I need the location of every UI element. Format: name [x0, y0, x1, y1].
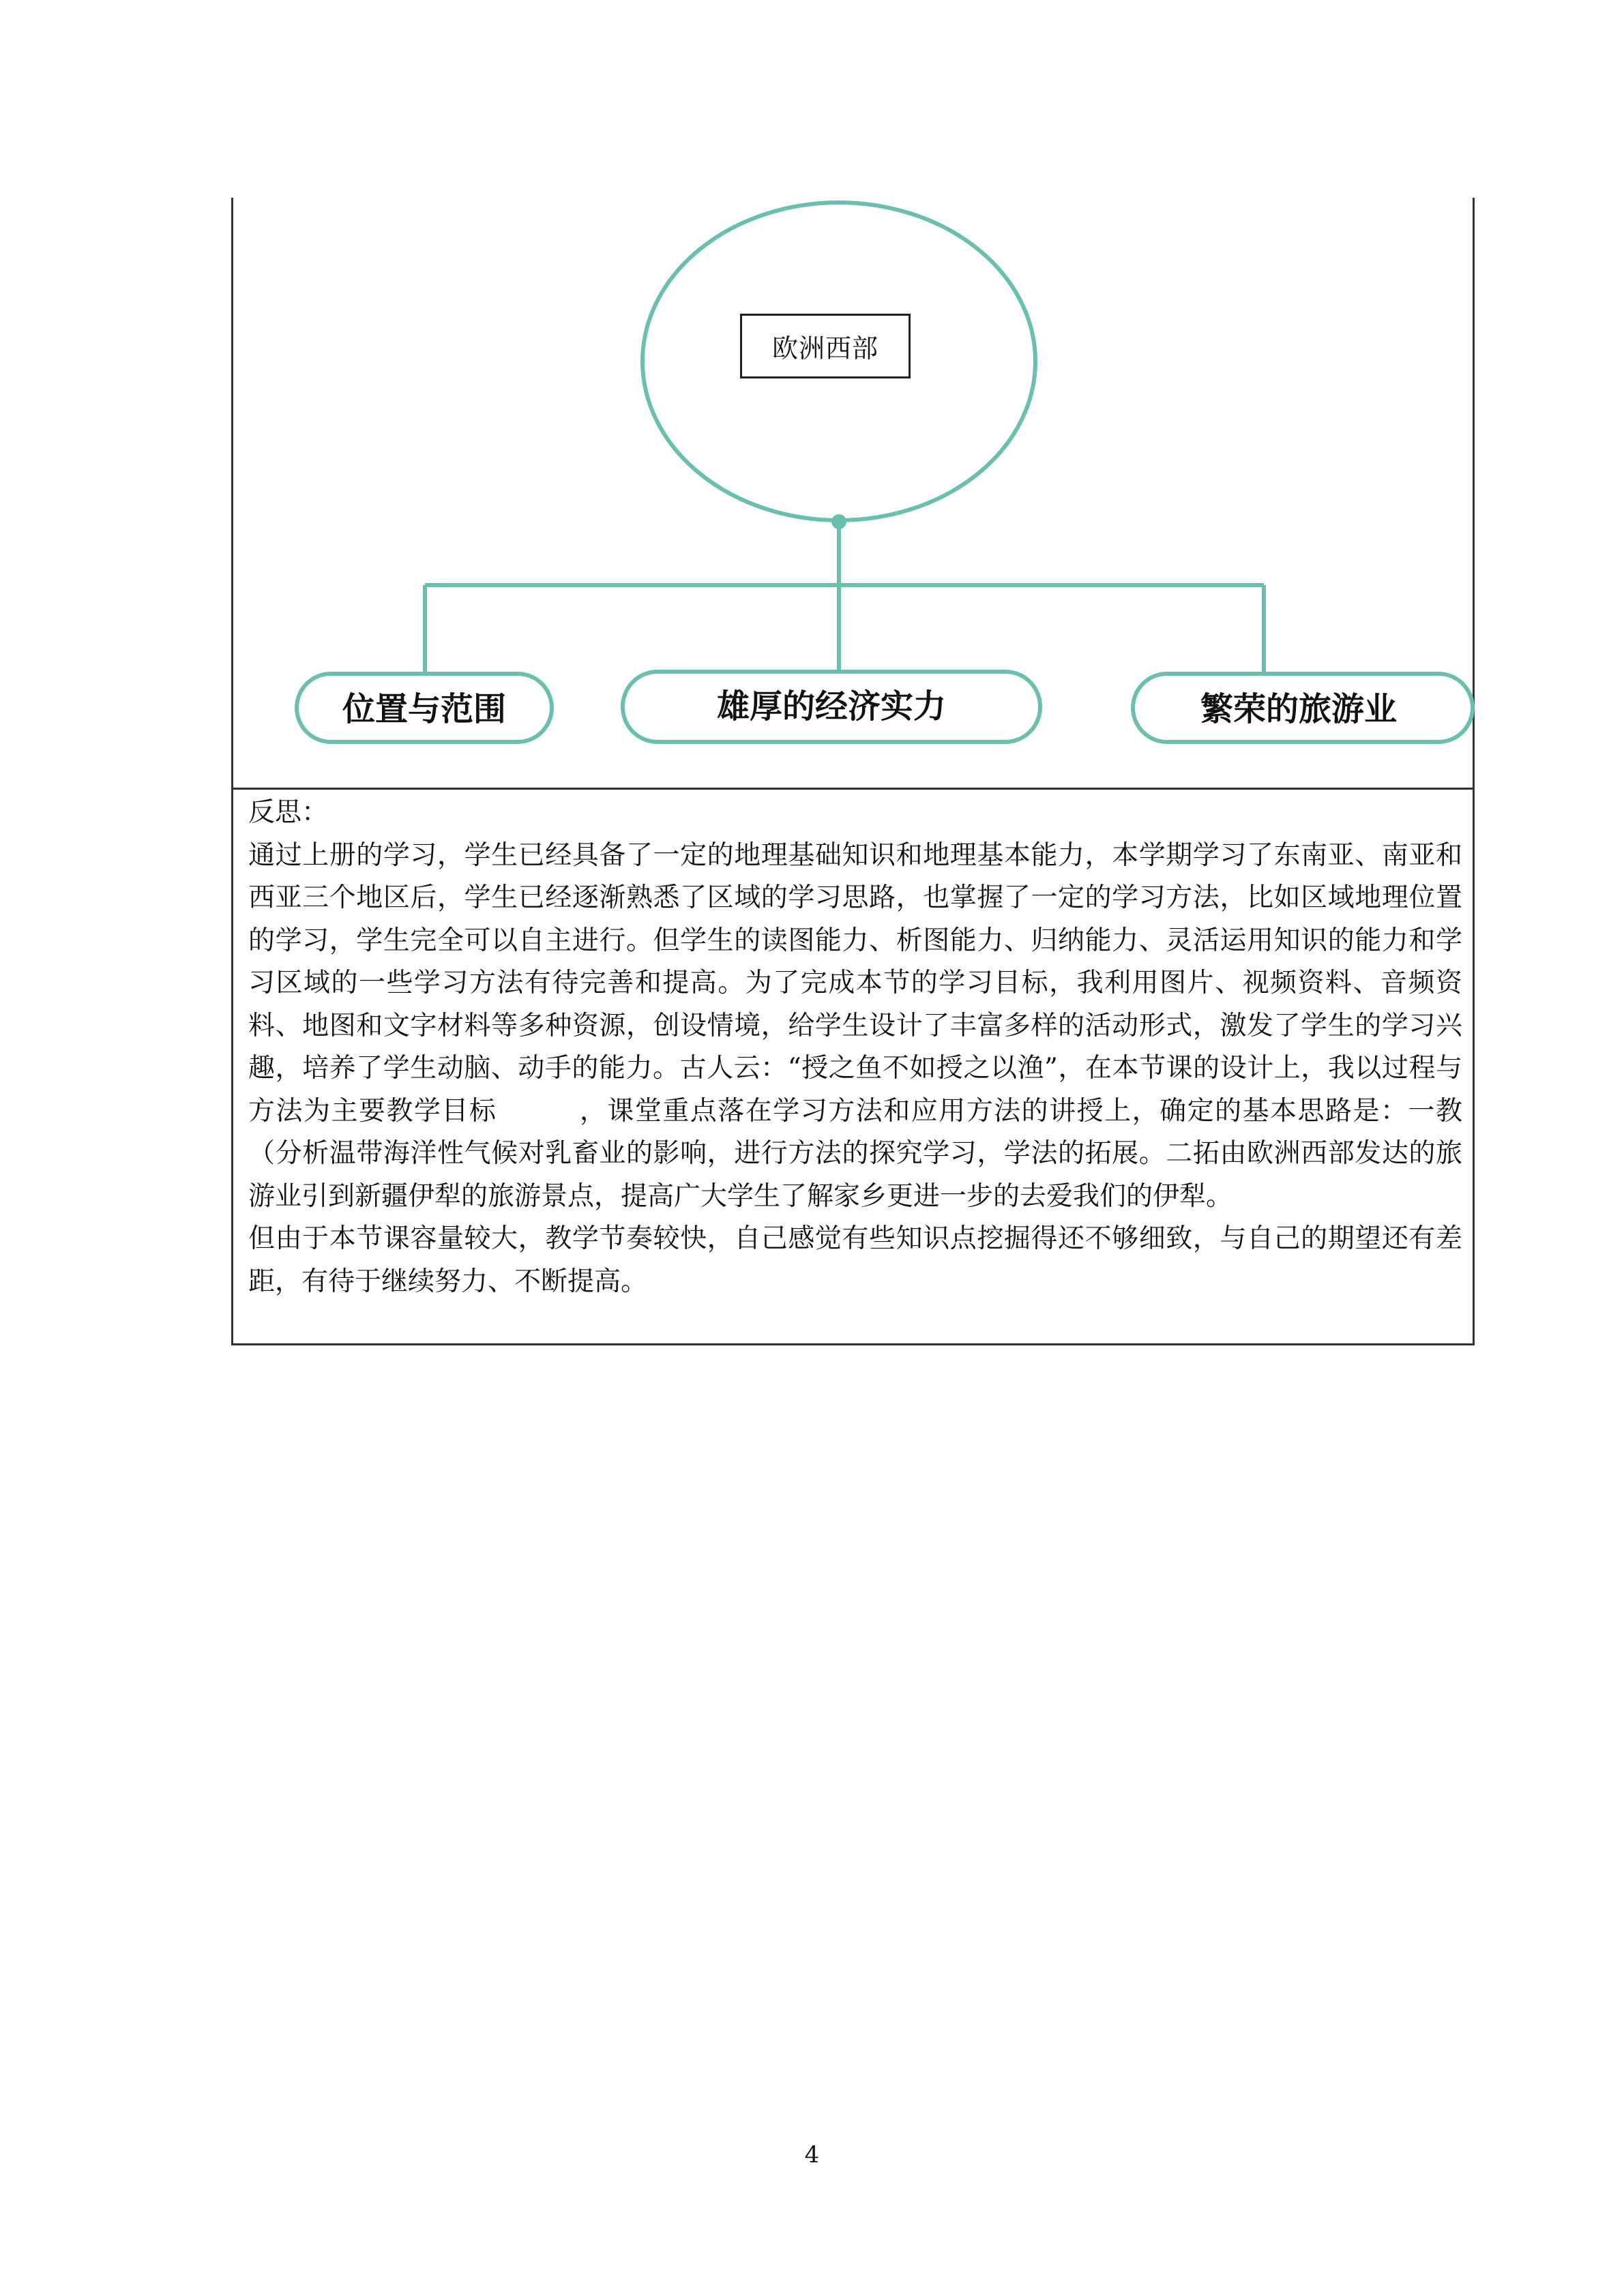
- branch-label-tourism: 繁荣的旅游业: [1200, 690, 1398, 728]
- junction-dot: [831, 514, 846, 529]
- table-cell-reflection: [231, 788, 1475, 1345]
- branch-label-economy: 雄厚的经济实力: [716, 687, 947, 726]
- reflection-paragraph-1: 通过上册的学习，学生已经具备了一定的地理基础知识和地理基本能力，本学期学习了东南亚、南亚和西亚三个地区后，学生已经逐渐熟悉了区域的学习思路，也掌握了一定的学习方法，比如区域地理位置的学习，学生完全可以自主进行。但学生的读图能力、析图能力、归纳能力、灵活运用知识的能力和学习区域的一些学习方法有待完善和提高。为了完成本节的学习目标，我利用图片、视频资料、音频资料、地图和文字材料等多种资源，创设情境，给学生设计了丰富多样的活动形式，激发了学生的学习兴趣，培养了学生动脑、动手的能力。古人云：“授之鱼不如授之以渔”，在本节课的设计上，我以过程与方法为主要教学目标 ，课堂重点落在学习方法和应用方法的讲授上，确定的基本思路是：一教（分析温带海洋性气候对乳畜业的影响，进行方法的探究学习，学法的拓展。二拓由欧洲西部发达的旅游业引到新疆伊犁的旅游景点，提高广大学生了解家乡更进一步的去爱我们的伊犁。: [248, 839, 1462, 1212]
- page-number: 4: [804, 2141, 820, 2168]
- center-node-label: 欧洲西部: [740, 314, 911, 378]
- reflection-text: [248, 792, 1462, 1303]
- reflection-heading: 反思：: [248, 797, 329, 828]
- mind-map-diagram: [231, 198, 1475, 790]
- reflection-paragraph-2: 但由于本节课容量较大，教学节奏较快，自己感觉有些知识点挖掘得还不够细致，与自己的期望还有差距，有待于继续努力、不断提高。: [248, 1223, 1462, 1297]
- branch-label-location: 位置与范围: [342, 690, 507, 728]
